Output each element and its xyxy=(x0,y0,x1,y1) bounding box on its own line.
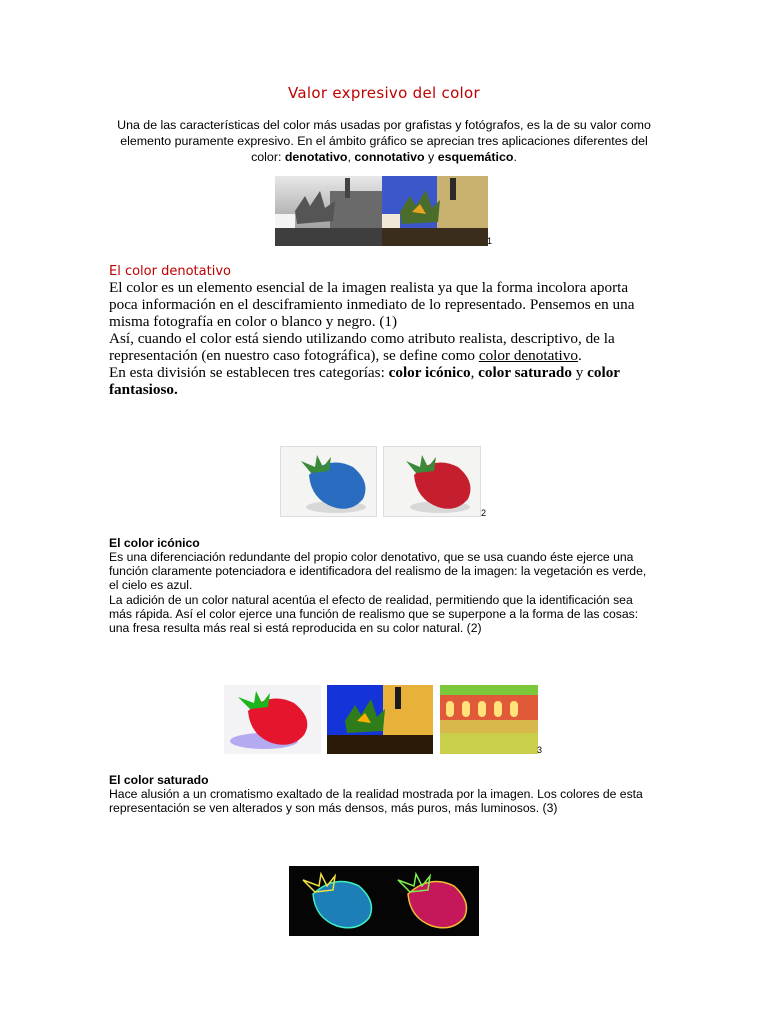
neon-strawberry-magenta xyxy=(384,866,479,936)
figure-number-3: 3 xyxy=(537,745,543,755)
heading-iconico: El color icónico xyxy=(109,536,200,550)
figure-number-1: 1 xyxy=(487,236,493,246)
heading-denotativo: El color denotativo xyxy=(109,264,231,279)
blue-strawberry xyxy=(280,446,377,517)
color-denotativo-link[interactable]: color denotativo xyxy=(478,347,578,364)
neon-strawberry-cyan xyxy=(289,866,384,936)
color-building-photo xyxy=(382,176,488,246)
red-strawberry xyxy=(383,446,481,517)
figure-number-2: 2 xyxy=(481,508,487,518)
denotativo-body: El color es un elemento esencial de la imagen realista ya que la forma incolora aporta poca información en el desciframiento inmediato de lo representado. Pensemos en una misma fotografía en color o blanco y negro. (1) Así, cuando el color está siendo utilizando como atributo realista, descriptivo, de la representación (en nuestro caso fotográfica), se define como color denotativo. En esta división se establecen tres categorías: color icónico, color saturado y color fantasioso. xyxy=(109,279,635,398)
page-title: Valor expresivo del color xyxy=(288,84,480,102)
intro-paragraph: Una de las características del color más usadas por grafistas y fotógrafos, es la de su valor como elemento puramente expresivo. En el ámbito gráfico se aprecian tres aplicaciones diferentes del color: denotativo, connotativo y esquemático. xyxy=(117,118,651,164)
saturado-body: Hace alusión a un cromatismo exaltado de la realidad mostrada por la imagen. Los colores de esta representación se ven alterados y son más densos, más puros, más luminosos. (3) xyxy=(109,787,643,816)
saturated-building xyxy=(327,685,433,754)
saturated-strawberry xyxy=(224,685,321,754)
heading-saturado: El color saturado xyxy=(109,773,209,787)
grayscale-building-photo xyxy=(275,176,382,246)
saturated-arcade xyxy=(440,685,538,754)
iconico-body: Es una diferenciación redundante del propio color denotativo, que se usa cuando éste ejerce una función claramente potenciadora e identificadora del realismo de la imagen: la vegetación es verde, el cielo es azul. La adición de un color natural acentúa el efecto de realidad, permitiendo que la identificación sea más rápida. Así el color ejerce una función de realismo que se superpone a la forma de las cosas: una fresa resulta más real si está reproducida en su color natural. (2) xyxy=(109,550,647,636)
